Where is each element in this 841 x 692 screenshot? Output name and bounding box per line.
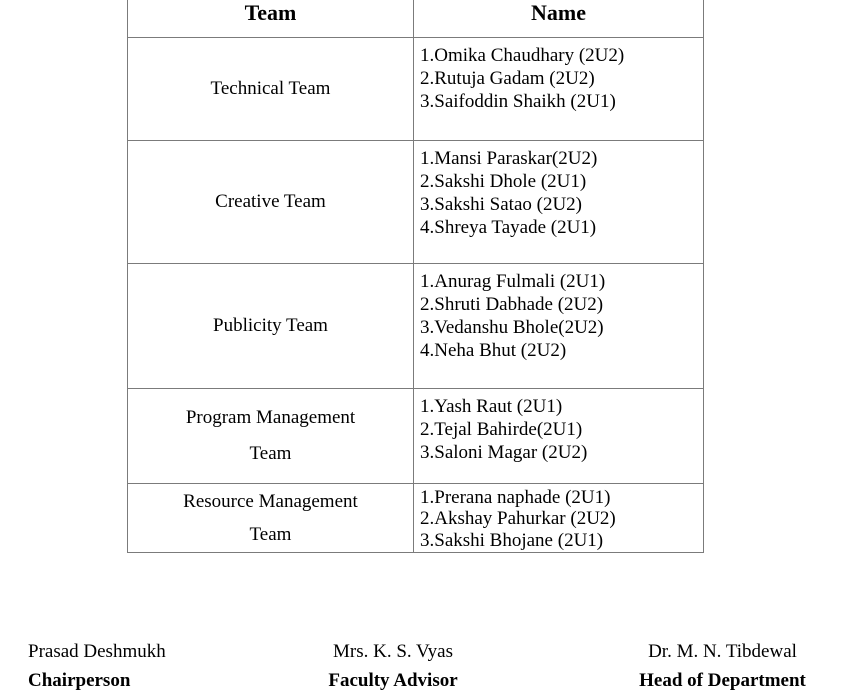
table-row	[128, 483, 704, 552]
team-cell	[128, 263, 414, 388]
members-cell	[414, 37, 704, 140]
team-line: Team	[249, 442, 292, 464]
table-row	[128, 140, 704, 263]
member-line: 2.Akshay Pahurkar (2U2)	[420, 508, 616, 529]
signature-title: Chairperson	[28, 670, 131, 691]
team-line: Creative Team	[215, 190, 326, 212]
team-line: Technical Team	[210, 77, 331, 99]
signature-title: Head of Department	[639, 670, 806, 691]
member-line: 2.Shruti Dabhade (2U2)	[420, 293, 604, 315]
table-row	[128, 388, 704, 483]
signature-block-chairperson	[28, 641, 166, 692]
member-line: 3.Sakshi Satao (2U2)	[420, 193, 583, 215]
team-line: Team	[249, 523, 292, 545]
members-cell	[414, 140, 704, 263]
team-line: Publicity Team	[213, 314, 328, 336]
members-cell	[414, 263, 704, 388]
name-column-header: Name	[414, 0, 704, 37]
team-column-header: Team	[128, 0, 414, 37]
member-line: 4.Shreya Tayade (2U1)	[420, 216, 597, 238]
member-line: 2.Tejal Bahirde(2U1)	[420, 418, 583, 440]
signature-block-head-of-department	[600, 641, 841, 692]
member-line: 3.Sakshi Bhojane (2U1)	[420, 529, 604, 551]
member-line: 3.Saifoddin Shaikh (2U1)	[420, 90, 616, 112]
table-row	[128, 263, 704, 388]
signature-name: Mrs. K. S. Vyas	[332, 641, 453, 662]
member-line: 1.Prerana naphade (2U1)	[420, 486, 611, 508]
member-line: 1.Anurag Fulmali (2U1)	[420, 270, 606, 292]
teams-table-header	[128, 0, 704, 37]
signature-block-faculty-advisor	[292, 641, 494, 692]
team-cell	[128, 140, 414, 263]
table-row	[128, 37, 704, 140]
team-cell	[128, 37, 414, 140]
member-line: 2.Sakshi Dhole (2U1)	[420, 170, 587, 192]
team-line: Program Management	[185, 406, 356, 428]
member-line: 1.Omika Chaudhary (2U2)	[420, 44, 625, 66]
members-cell	[414, 388, 704, 483]
signature-footer	[0, 641, 841, 691]
teams-table	[127, 0, 704, 553]
member-line: 4.Neha Bhut (2U2)	[420, 339, 567, 361]
member-line: 1.Yash Raut (2U1)	[420, 395, 563, 417]
header-row	[128, 0, 704, 37]
signature-title: Faculty Advisor	[328, 670, 458, 691]
team-line: Resource Management	[183, 490, 358, 512]
teams-table-body	[128, 37, 704, 552]
member-line: 1.Mansi Paraskar(2U2)	[420, 147, 598, 169]
team-cell	[128, 388, 414, 483]
member-line: 2.Rutuja Gadam (2U2)	[420, 67, 595, 89]
member-line: 3.Vedanshu Bhole(2U2)	[420, 316, 604, 338]
member-line: 3.Saloni Magar (2U2)	[420, 441, 588, 463]
signature-name: Dr. M. N. Tibdewal	[648, 641, 797, 662]
members-cell	[414, 483, 704, 552]
signature-name: Prasad Deshmukh	[28, 641, 166, 662]
team-cell	[128, 483, 414, 552]
